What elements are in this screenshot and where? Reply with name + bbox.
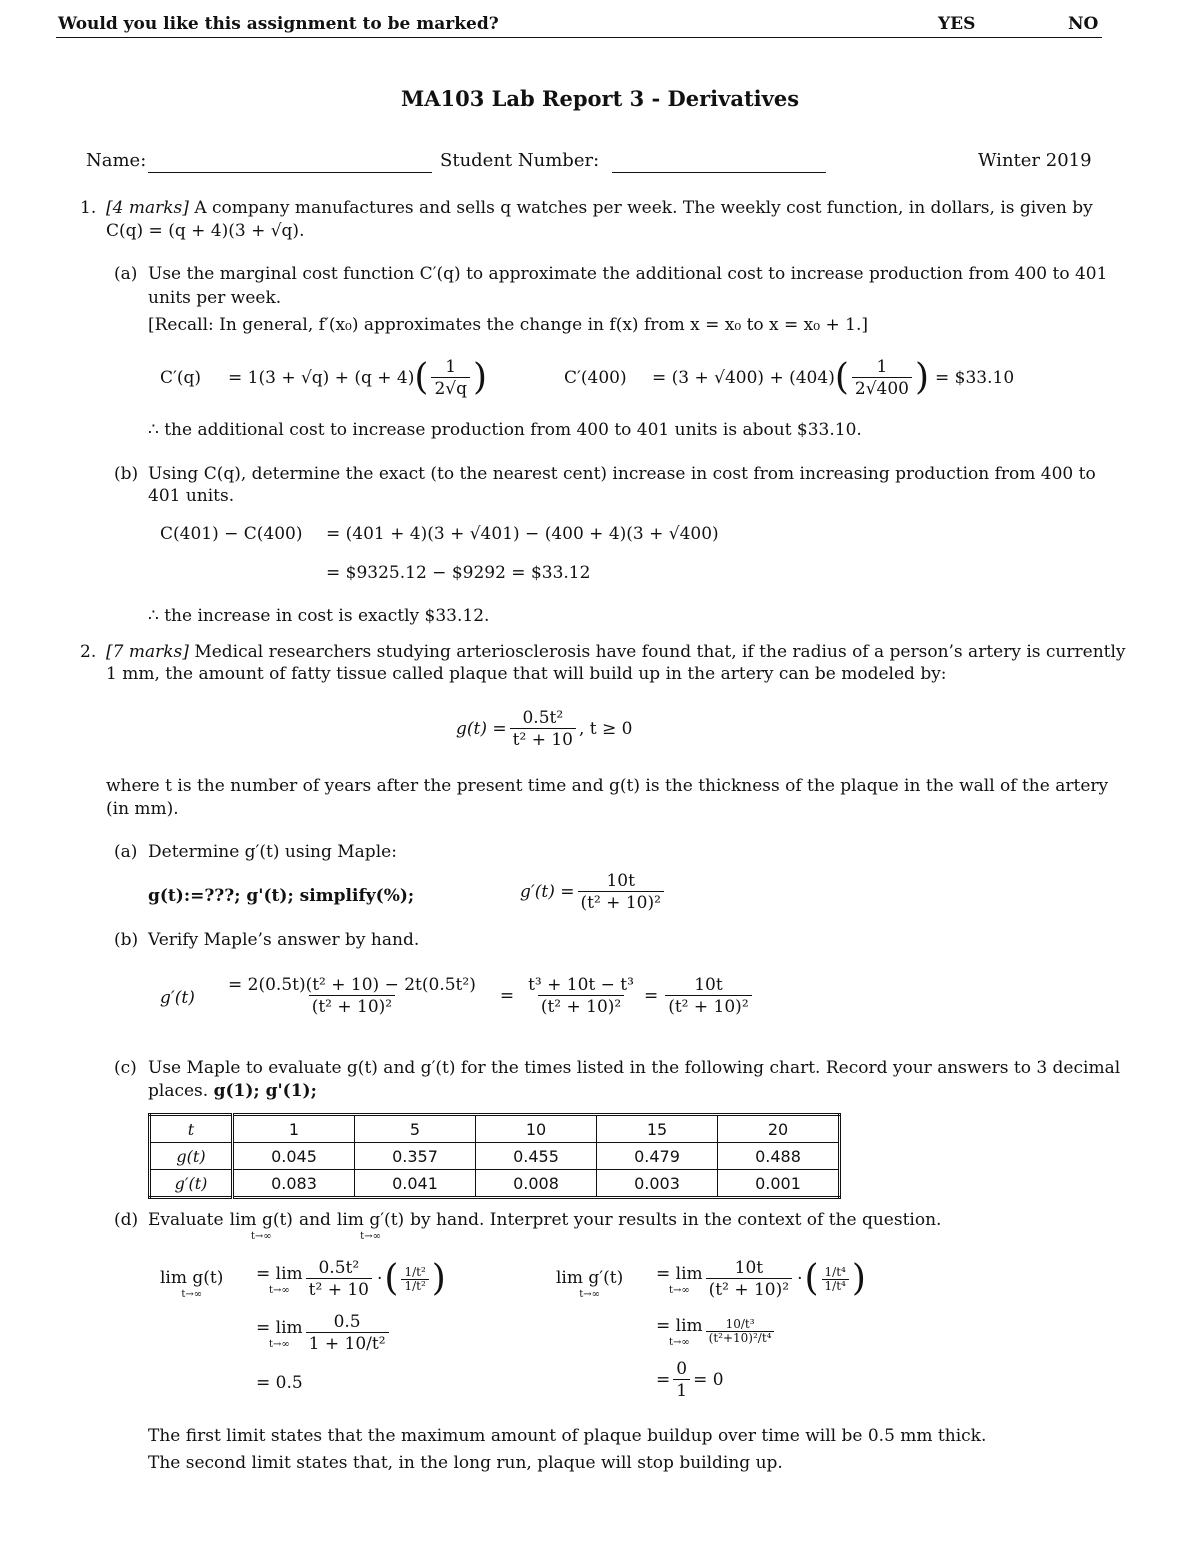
q2d-right-result: = 0 <box>693 1370 724 1390</box>
frac-num: 10/t³ <box>725 1316 755 1331</box>
marking-no-option[interactable]: NO <box>1068 14 1099 34</box>
frac-den: t² + 10 <box>306 1278 372 1301</box>
q1a-label: (a) <box>114 264 138 284</box>
lim-subscript: t→∞ <box>268 1339 290 1350</box>
q1a-conclusion: ∴ the additional cost to increase production from 400 to 401 units is about $33.10. <box>148 420 862 440</box>
marking-yes-option[interactable]: YES <box>938 14 976 34</box>
lim-expression: lim g′(t) <box>336 1210 405 1230</box>
q1b-line2: 401 units. <box>148 486 235 506</box>
q1b-eq1-rhs: = (401 + 4)(3 + √401) − (400 + 4)(3 + √400) <box>326 524 719 544</box>
q2d-left-frac1 <box>306 1258 372 1301</box>
q2d-right-frac1 <box>706 1258 792 1301</box>
marking-question: Would you like this assignment to be marked? <box>58 14 499 34</box>
table-header-cell: 1 <box>233 1115 355 1143</box>
header-rule <box>56 37 1102 38</box>
frac-num: 1/t² <box>404 1264 426 1279</box>
student-number-label: Student Number: <box>440 150 600 171</box>
q1-marks: [4 marks] <box>106 198 189 218</box>
page-title: MA103 Lab Report 3 - Derivatives <box>400 86 800 111</box>
q2d-left-line1 <box>256 1252 446 1306</box>
q2b-derivation <box>222 968 755 1024</box>
lim-expression: = lim <box>656 1264 703 1284</box>
lim-block <box>556 1266 623 1300</box>
q1b-eq2-rhs: = $9325.12 − $9292 = $33.12 <box>326 563 591 583</box>
paren-close: ) <box>431 1258 446 1299</box>
table-cell: 0.083 <box>233 1170 355 1198</box>
lim-block <box>256 1316 303 1350</box>
q2d-right-frac3 <box>673 1359 690 1402</box>
q2b-label: (b) <box>114 930 139 950</box>
q1b-line1: Using C(q), determine the exact (to the nearest cent) increase in cost from increasing production from 400 to <box>148 464 1096 484</box>
q1-text-line2: C(q) = (q + 4)(3 + √q). <box>106 221 305 241</box>
q2-text-line2: 1 mm, the amount of fatty tissue called plaque that will build up in the artery can be modeled by: <box>106 664 947 684</box>
frac-den: 1 + 10/t² <box>306 1332 389 1355</box>
frac-num: t³ + 10t − t³ <box>528 974 634 995</box>
frac-num: 10t <box>734 1257 764 1278</box>
q2d-right-lhs <box>556 1266 623 1300</box>
table-header-cell: t <box>150 1115 233 1143</box>
lim-expression: lim g′(t) <box>556 1268 624 1288</box>
table-row <box>150 1170 840 1198</box>
q1a-eq-right <box>652 352 1014 404</box>
equals-sign: = <box>656 1370 671 1390</box>
q2-model-equation <box>456 704 633 754</box>
q2a-result <box>520 866 667 918</box>
frac-num: 0.5t² <box>522 707 564 728</box>
q2-marks: [7 marks] <box>106 642 189 662</box>
lim-subscript: t→∞ <box>668 1285 690 1296</box>
q1a-eq-left-rhs: = 1(3 + √q) + (q + 4) <box>228 368 415 388</box>
paren-close: ) <box>914 357 930 398</box>
q1a-line1: Use the marginal cost function C′(q) to approximate the additional cost to increase production from 400 to 401 <box>148 264 1108 284</box>
table-cell: 0.041 <box>355 1170 476 1198</box>
q2d-left-line2 <box>256 1308 392 1358</box>
q2d-right-line1 <box>656 1252 866 1306</box>
q1a-recall: [Recall: In general, f′(x₀) approximates the change in f(x) from x = x₀ to x = x₀ + 1.] <box>148 315 868 335</box>
dot-operator: · <box>377 1269 383 1289</box>
frac-den: 1/t² <box>401 1279 428 1293</box>
lim-block <box>256 1262 303 1296</box>
q1b-label: (b) <box>114 464 139 484</box>
table-cell: 0.045 <box>233 1143 355 1170</box>
q2-text-line1: Medical researchers studying arteriosclerosis have found that, if the radius of a person’s artery is currently <box>194 642 1126 662</box>
table-cell: 0.003 <box>597 1170 718 1198</box>
q2d-label: (d) <box>114 1210 139 1230</box>
q2a-text: Determine g′(t) using Maple: <box>148 842 397 862</box>
q2d-right-line3 <box>656 1358 724 1402</box>
lim-block <box>656 1262 703 1296</box>
paren-close: ) <box>472 357 488 398</box>
values-table <box>148 1113 841 1199</box>
q2b-frac3 <box>665 975 751 1018</box>
lim-subscript: t→∞ <box>181 1289 203 1300</box>
q2b-text: Verify Maple’s answer by hand. <box>148 930 420 950</box>
frac-den: (t² + 10)² <box>665 995 751 1018</box>
q1a-eq-right-result: = $33.10 <box>935 368 1015 388</box>
q2d-left-line3: = 0.5 <box>256 1373 303 1393</box>
frac-num: 10t <box>694 974 723 995</box>
q2-where-line1: where t is the number of years after the present time and g(t) is the thickness of the plaque in the wall of the artery <box>106 776 1109 796</box>
frac-den: (t² + 10)² <box>309 995 395 1018</box>
frac-num: 0.5t² <box>318 1257 360 1278</box>
q2b-lhs: g′(t) <box>160 988 195 1008</box>
q1a-eq-left-frac <box>431 357 470 400</box>
q2c-line2-code: g(1); g'(1); <box>213 1081 317 1101</box>
q2c-line1: Use Maple to evaluate g(t) and g′(t) for the times listed in the following chart. Record your answers to 3 decimal <box>148 1058 1121 1078</box>
lim-subscript: t→∞ <box>250 1231 272 1242</box>
lim-expression: = lim <box>256 1264 303 1284</box>
frac-num: 1 <box>876 356 888 377</box>
q2d-lim1 <box>230 1208 293 1242</box>
table-cell: 0.455 <box>476 1143 597 1170</box>
paren-open: ( <box>384 1258 399 1299</box>
frac-den: (t²+10)²/t⁴ <box>706 1331 775 1345</box>
frac-num: 0.5 <box>333 1311 361 1332</box>
q2b-frac1 <box>225 975 479 1018</box>
q1a-eq-right-frac <box>852 357 912 400</box>
q2d-interpretation-2: The second limit states that, in the long run, plaque will stop building up. <box>148 1453 783 1473</box>
q2c-line2 <box>148 1079 317 1103</box>
frac-den: (t² + 10)² <box>706 1278 792 1301</box>
lim-block <box>656 1314 703 1348</box>
q2b-frac2 <box>525 975 637 1018</box>
student-number-field[interactable] <box>612 172 826 173</box>
lim-subscript: t→∞ <box>579 1289 600 1300</box>
q2a-result-lhs: g′(t) = <box>520 882 575 902</box>
q2-number: 2. <box>80 642 97 662</box>
lim-expression: = lim <box>256 1318 303 1338</box>
equals-sign: = <box>643 986 659 1006</box>
q2-where-line2: (in mm). <box>106 799 179 819</box>
q2-model-condition: , t ≥ 0 <box>578 719 633 739</box>
table-cell: 0.357 <box>355 1143 476 1170</box>
lim-block <box>160 1266 223 1300</box>
table-header-cell: 20 <box>718 1115 840 1143</box>
q2a-maple-command: g(t):=???; g'(t); simplify(%); <box>148 886 415 906</box>
table-cell: 0.488 <box>718 1143 840 1170</box>
paren-open: ( <box>804 1258 819 1299</box>
q2d-text-mid: and <box>298 1210 331 1230</box>
q2d-right-mult <box>822 1266 849 1293</box>
frac-den: (t² + 10)² <box>578 891 664 914</box>
q2a-result-frac <box>578 871 664 914</box>
frac-num: = 2(0.5t)(t² + 10) − 2t(0.5t²) <box>228 974 476 995</box>
paren-open: ( <box>834 357 849 398</box>
table-header-cell: 10 <box>476 1115 597 1143</box>
q1-text-line1: A company manufactures and sells q watches per week. The weekly cost function, in dollars, is given by <box>194 198 1093 218</box>
q2a-label: (a) <box>114 842 138 862</box>
q2d-lim2 <box>337 1208 404 1242</box>
equals-sign: = <box>499 986 515 1006</box>
table-cell: 0.479 <box>597 1143 718 1170</box>
table-row <box>150 1143 840 1170</box>
table-cell: 0.001 <box>718 1170 840 1198</box>
q2d-text-post: by hand. Interpret your results in the context of the question. <box>410 1210 942 1230</box>
term-label: Winter 2019 <box>978 150 1092 171</box>
table-row-label: g(t) <box>150 1143 233 1170</box>
frac-den: 2√400 <box>852 377 912 400</box>
q2-model-lhs: g(t) = <box>456 719 507 739</box>
q2d-interpretation-1: The first limit states that the maximum amount of plaque buildup over time will be 0.5 mm thick. <box>148 1426 987 1446</box>
lim-expression: lim g(t) <box>229 1210 293 1230</box>
q1b-conclusion: ∴ the increase in cost is exactly $33.12. <box>148 606 490 626</box>
q2-model-frac <box>510 708 576 751</box>
frac-den: 2√q <box>431 377 470 400</box>
q2c-label: (c) <box>114 1058 137 1078</box>
q2d-left-mult <box>401 1266 428 1293</box>
name-field[interactable] <box>148 172 432 173</box>
table-header-cell: 5 <box>355 1115 476 1143</box>
lim-subscript: t→∞ <box>668 1337 690 1348</box>
dot-operator: · <box>797 1269 803 1289</box>
frac-num: 1/t⁴ <box>824 1264 846 1279</box>
q2c-line2-text: places. <box>148 1081 209 1101</box>
paren-open: ( <box>414 357 429 398</box>
q1a-eq-right-lhs: C′(400) <box>564 368 627 388</box>
frac-num: 10t <box>606 870 635 891</box>
lim-subscript: t→∞ <box>360 1231 381 1242</box>
q1a-line2: units per week. <box>148 288 282 308</box>
frac-den: t² + 10 <box>510 728 576 751</box>
q1-text <box>106 196 1093 220</box>
q1b-eq1-lhs: C(401) − C(400) <box>160 524 303 544</box>
q2d-text-pre: Evaluate <box>148 1210 224 1230</box>
lim-expression: = lim <box>656 1316 703 1336</box>
q1a-eq-left-lhs: C′(q) <box>160 368 202 388</box>
q2-text <box>106 640 1126 664</box>
q2d-text <box>148 1208 941 1242</box>
q2d-left-lhs <box>160 1266 223 1300</box>
q2d-right-frac2 <box>706 1318 775 1345</box>
frac-num: 1 <box>445 356 457 377</box>
q2d-left-frac2 <box>306 1312 389 1355</box>
q1a-eq-left <box>228 352 487 404</box>
paren-close: ) <box>851 1258 866 1299</box>
frac-den: 1/t⁴ <box>822 1279 849 1293</box>
frac-den: 1 <box>673 1379 690 1402</box>
lim-expression: lim g(t) <box>160 1268 224 1288</box>
frac-num: 0 <box>676 1358 688 1379</box>
frac-den: (t² + 10)² <box>538 995 624 1018</box>
table-header-row <box>150 1115 840 1143</box>
lim-subscript: t→∞ <box>268 1285 290 1296</box>
name-label: Name: <box>86 150 147 171</box>
q1-number: 1. <box>80 198 97 218</box>
table-header-cell: 15 <box>597 1115 718 1143</box>
table-row-label: g′(t) <box>150 1170 233 1198</box>
q1a-eq-right-rhs: = (3 + √400) + (404) <box>652 368 835 388</box>
q2d-right-line2 <box>656 1306 777 1356</box>
table-cell: 0.008 <box>476 1170 597 1198</box>
